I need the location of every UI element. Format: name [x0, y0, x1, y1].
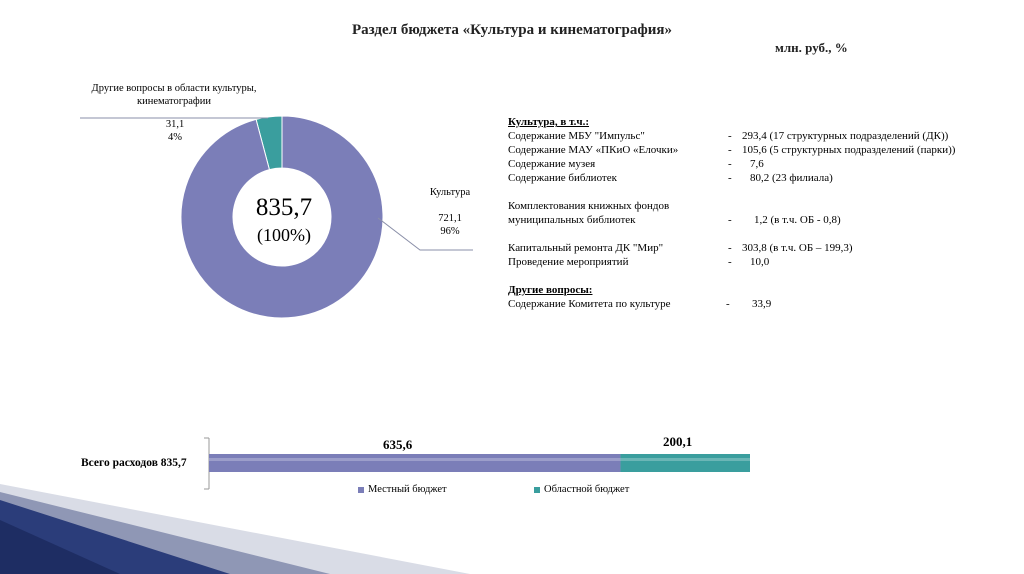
legend-item-local [358, 484, 447, 495]
detail-value: 105,6 (5 структурных подразделений (парки)) [742, 144, 956, 156]
legend-swatch [534, 487, 540, 493]
detail-name: Проведение мероприятий [508, 256, 629, 268]
detail-value: 1,2 (в т.ч. ОБ - 0,8) [754, 214, 841, 226]
slice-label-culture-percent: 96% [440, 226, 460, 237]
slice-label-culture-name: Культура [429, 187, 471, 198]
detail-dash: - [726, 298, 730, 310]
detail-dash: - [728, 214, 732, 226]
other-header: Другие вопросы: [508, 284, 593, 296]
detail-name: Содержание МАУ «ПКиО «Елочки» [508, 144, 679, 156]
bar-category-label: Всего расходов 835,7 [81, 457, 187, 469]
detail-dash: - [728, 158, 732, 170]
detail-dash: - [728, 242, 732, 254]
detail-value: 7,6 [750, 158, 764, 170]
units-label: млн. руб., % [775, 40, 848, 55]
detail-name: Содержание МБУ "Импульс" [508, 130, 645, 142]
detail-value: 33,9 [752, 298, 772, 310]
detail-value: 10,0 [750, 256, 770, 268]
slice-label-other-value: 31,1 [165, 119, 185, 130]
detail-dash: - [728, 144, 732, 156]
bar-segment-highlight [209, 458, 620, 461]
bar-data-label-local: 635,6 [383, 437, 413, 452]
culture-header: Культура, в т.ч.: [508, 116, 590, 128]
slice-label-other-name: Другие вопросы в области культуры, кинематографии [91, 83, 257, 107]
slice-label-culture-value: 721,1 [438, 213, 462, 224]
legend-swatch [358, 487, 364, 493]
detail-name: Содержание Комитета по культуре [508, 298, 671, 310]
detail-value: 293,4 (17 структурных подразделений (ДК)) [742, 130, 949, 142]
detail-name: Капитальный ремонта ДК "Мир" [508, 242, 664, 254]
slice-label-other-percent: 4% [168, 132, 182, 143]
bar-data-label-regional: 200,1 [663, 434, 693, 449]
donut-center-value: 835,7 [255, 194, 313, 221]
donut-center-percent: (100%) [257, 225, 311, 245]
detail-dash: - [728, 172, 732, 184]
detail-name: Содержание библиотек [508, 172, 617, 184]
books-line1: Комплектования книжных фондов [508, 200, 670, 212]
detail-value: 80,2 (23 филиала) [750, 172, 833, 184]
legend-item-regional [534, 484, 629, 495]
detail-dash: - [728, 256, 732, 268]
detail-value: 303,8 (в т.ч. ОБ – 199,3) [742, 242, 853, 254]
legend-label: Областной бюджет [544, 484, 630, 495]
page-title: Раздел бюджета «Культура и кинематография» [352, 22, 672, 38]
bar-segment-highlight [620, 458, 750, 461]
books-line2: муниципальных библиотек [508, 214, 636, 226]
legend-label: Местный бюджет [368, 484, 447, 495]
detail-dash: - [728, 130, 732, 142]
detail-name: Содержание музея [508, 158, 596, 170]
bar-segment-local [209, 454, 620, 472]
bar-segment-regional [620, 454, 750, 472]
